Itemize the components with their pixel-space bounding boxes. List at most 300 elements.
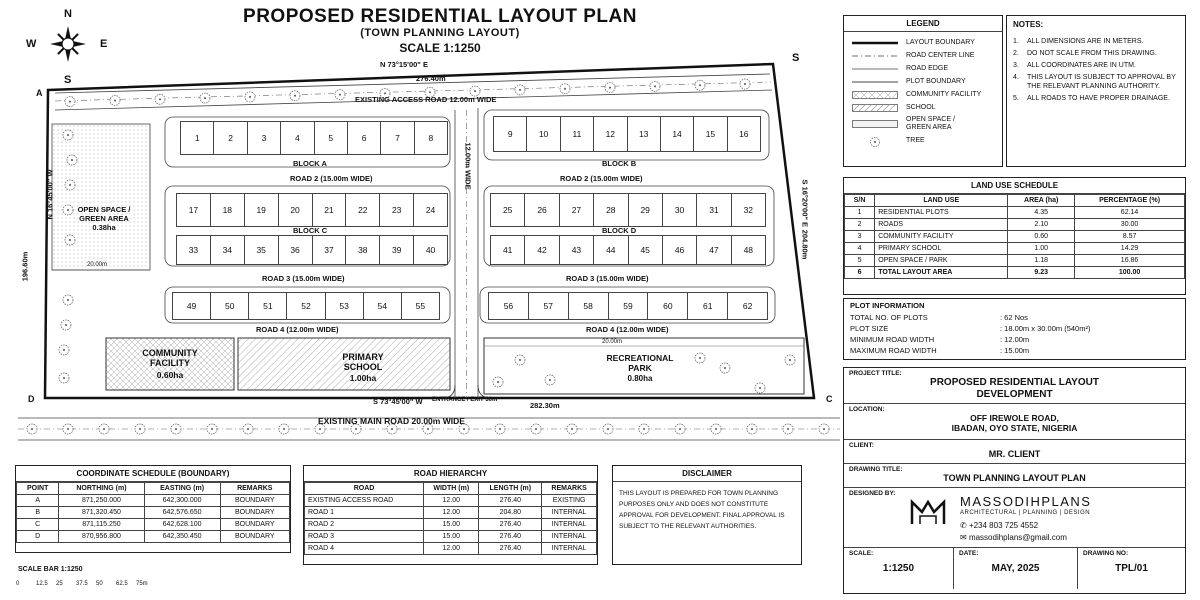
table-cell: 9.23 bbox=[1008, 267, 1075, 279]
table-cell: 642,350.450 bbox=[144, 531, 220, 543]
firm-phone-row bbox=[960, 521, 1038, 530]
note-text: ALL ROADS TO HAVE PROPER DRAINAGE. bbox=[1027, 95, 1170, 102]
tree-icon-center bbox=[69, 239, 71, 241]
location-label: LOCATION: bbox=[849, 406, 885, 413]
title-block bbox=[843, 367, 1186, 594]
tree-icon-center bbox=[139, 428, 141, 430]
tree-icon-center bbox=[499, 428, 501, 430]
legend-label: SCHOOL bbox=[906, 103, 936, 111]
open-space-label: OPEN SPACE / GREEN AREA bbox=[77, 205, 131, 223]
length-right: 204.80m bbox=[800, 229, 810, 260]
tree-icon-center bbox=[571, 428, 573, 430]
disclaimer-title: DISCLAIMER bbox=[613, 466, 801, 482]
plot-cell: 18 bbox=[211, 193, 245, 227]
disclaimer-text: THIS LAYOUT IS PREPARED FOR TOWN PLANNING PURPOSES ONLY AND DOES NOT CONSTITUTE APPROVAL FOR DEVELOPMENT. FINAL APPROVAL IS SUBJECT TO THE RELEVANT AUTHORITIES. bbox=[619, 490, 785, 530]
tree-icon-center bbox=[564, 88, 566, 90]
table-cell: BOUNDARY bbox=[220, 495, 289, 507]
compass-s: S bbox=[64, 74, 72, 86]
plot-information bbox=[843, 298, 1186, 360]
plot-cell: 17 bbox=[176, 193, 211, 227]
legend-label: COMMUNITY FACILITY bbox=[906, 90, 982, 98]
scale-tick-label: 37.5 bbox=[76, 581, 88, 587]
plot-cell: 32 bbox=[732, 193, 766, 227]
table-cell: INTERNAL bbox=[542, 507, 597, 519]
tree-icon-center bbox=[319, 428, 321, 430]
table-cell: 6 bbox=[845, 267, 875, 279]
table-row bbox=[305, 519, 597, 531]
road4-label-b: ROAD 4 (12.00m WIDE) bbox=[586, 325, 669, 334]
plot-cell: 34 bbox=[211, 235, 245, 265]
page-title: PROPOSED RESIDENTIAL LAYOUT PLAN bbox=[243, 6, 637, 27]
table-header: REMARKS bbox=[220, 483, 289, 495]
plot-symbol-icon bbox=[852, 78, 898, 86]
table-cell: EXISTING ACCESS ROAD bbox=[305, 495, 424, 507]
plot-cell: 5 bbox=[315, 121, 348, 155]
length-bottom: 282.30m bbox=[530, 401, 560, 410]
table-cell: A bbox=[17, 495, 59, 507]
legend-label: LAYOUT BOUNDARY bbox=[906, 38, 975, 46]
plot-cell: 36 bbox=[279, 235, 313, 265]
coordinate-table bbox=[16, 482, 290, 543]
plot-cell: 44 bbox=[594, 235, 628, 265]
bearing-bottom: S 73°45'00" W bbox=[373, 397, 423, 406]
community-label: COMMUNITY FACILITY bbox=[142, 348, 198, 368]
open-space-width: 20.00m bbox=[87, 262, 108, 268]
date-label: DATE: bbox=[959, 550, 979, 557]
coordinate-schedule-title: COORDINATE SCHEDULE (BOUNDARY) bbox=[16, 466, 290, 482]
plot-cell: 30 bbox=[663, 193, 697, 227]
plot-cell: 38 bbox=[346, 235, 380, 265]
plot-cell: 59 bbox=[609, 292, 649, 320]
legend bbox=[843, 15, 1003, 167]
plot-row-block-a bbox=[180, 121, 448, 155]
road3-label-b: ROAD 3 (15.00m WIDE) bbox=[566, 274, 649, 283]
scale-bar-ticks bbox=[14, 581, 174, 591]
table-row bbox=[845, 255, 1185, 267]
page-scale: SCALE 1:1250 bbox=[399, 41, 481, 55]
plot-cell: 48 bbox=[732, 235, 766, 265]
plot-cell: 31 bbox=[697, 193, 731, 227]
table-cell: 642,628.100 bbox=[144, 519, 220, 531]
plot-row-block-c-top bbox=[176, 193, 448, 227]
plot-cell: 13 bbox=[628, 116, 661, 152]
tree-icon-center bbox=[549, 379, 551, 381]
client-label: CLIENT: bbox=[849, 442, 874, 449]
table-header: LENGTH (m) bbox=[479, 483, 542, 495]
entrance-label: ENTRANCE / EXIT 30m bbox=[432, 397, 498, 403]
table-cell: 276.40 bbox=[479, 531, 542, 543]
firm-email: massodihplans@gmail.com bbox=[968, 533, 1067, 542]
plot-cell: 28 bbox=[594, 193, 628, 227]
legend-title: LEGEND bbox=[844, 16, 1002, 32]
drawing-title-label: DRAWING TITLE: bbox=[849, 466, 903, 473]
plot-cell: 35 bbox=[245, 235, 279, 265]
plot-row-block-b bbox=[493, 116, 761, 152]
date-value: MAY, 2025 bbox=[991, 563, 1040, 574]
firm-logo-icon bbox=[910, 498, 946, 526]
note-item bbox=[1013, 73, 1179, 91]
tree-icon-center bbox=[114, 99, 116, 101]
tree-icon-center bbox=[609, 87, 611, 89]
tree-icon-center bbox=[535, 428, 537, 430]
plot-info-value: : 62 Nos bbox=[1000, 313, 1028, 322]
tree-icon-center bbox=[463, 428, 465, 430]
plot-cell: 6 bbox=[348, 121, 381, 155]
tree-icon-center bbox=[65, 324, 67, 326]
plot-info-value: : 12.00m bbox=[1000, 335, 1030, 344]
drawing-no-label: DRAWING NO: bbox=[1083, 550, 1129, 557]
plot-cell: 40 bbox=[414, 235, 448, 265]
table-cell: D bbox=[17, 531, 59, 543]
plot-info-key: MINIMUM ROAD WIDTH bbox=[850, 335, 935, 344]
tree-icon-center bbox=[759, 387, 761, 389]
plot-cell: 21 bbox=[313, 193, 347, 227]
plot-cell: 23 bbox=[380, 193, 414, 227]
plot-cell: 22 bbox=[346, 193, 380, 227]
table-cell: OPEN SPACE / PARK bbox=[875, 255, 1008, 267]
legend-item bbox=[844, 49, 1002, 62]
plot-info-row bbox=[850, 313, 1179, 324]
plot-cell: 27 bbox=[560, 193, 594, 227]
plot-cell: 7 bbox=[381, 121, 414, 155]
table-row bbox=[17, 507, 290, 519]
tree-icon-center bbox=[103, 428, 105, 430]
plot-cell: 3 bbox=[248, 121, 281, 155]
table-cell: 14.29 bbox=[1075, 243, 1185, 255]
table-cell: 62.14 bbox=[1075, 207, 1185, 219]
phone-icon: ✆ bbox=[960, 521, 969, 530]
park-width: 20.00m bbox=[602, 339, 623, 345]
table-row bbox=[17, 519, 290, 531]
table-cell: 871,115.250 bbox=[59, 519, 144, 531]
note-number: 2. bbox=[1013, 50, 1019, 57]
table-cell: 2 bbox=[845, 219, 875, 231]
table-cell: 2.10 bbox=[1008, 219, 1075, 231]
table-row bbox=[17, 495, 290, 507]
plot-cell: 55 bbox=[402, 292, 440, 320]
tree-icon-center bbox=[69, 184, 71, 186]
tree-icon-center bbox=[519, 89, 521, 91]
length-top: 276.40m bbox=[416, 74, 446, 83]
tree-icon-center bbox=[823, 428, 825, 430]
plot-info-value: : 15.00m bbox=[1000, 346, 1030, 355]
tree-icon-center bbox=[715, 428, 717, 430]
table-cell: INTERNAL bbox=[542, 543, 597, 555]
table-cell: INTERNAL bbox=[542, 531, 597, 543]
note-number: 1. bbox=[1013, 38, 1019, 45]
tree-icon-center bbox=[724, 367, 726, 369]
plot-info-row bbox=[850, 335, 1179, 346]
table-cell: 12.00 bbox=[424, 507, 479, 519]
table-cell: B bbox=[17, 507, 59, 519]
length-left: 196.60m bbox=[20, 251, 30, 282]
table-cell: 5 bbox=[845, 255, 875, 267]
legend-item bbox=[844, 134, 1002, 147]
plot-cell: 47 bbox=[697, 235, 731, 265]
plot-cell: 2 bbox=[214, 121, 247, 155]
table-cell: 30.00 bbox=[1075, 219, 1185, 231]
coordinate-schedule bbox=[15, 465, 291, 553]
table-cell: TOTAL LAYOUT AREA bbox=[875, 267, 1008, 279]
open-space-area-label: 0.38ha bbox=[92, 223, 116, 232]
plot-cell: 49 bbox=[172, 292, 211, 320]
table-row bbox=[845, 243, 1185, 255]
tree-icon-center bbox=[211, 428, 213, 430]
plot-cell: 53 bbox=[326, 292, 364, 320]
drawing-title: TOWN PLANNING LAYOUT PLAN bbox=[943, 473, 1086, 483]
table-header: ROAD bbox=[305, 483, 424, 495]
table-cell: PRIMARY SCHOOL bbox=[875, 243, 1008, 255]
firm-name: MASSODIHPLANS bbox=[960, 494, 1092, 509]
table-cell: ROADS bbox=[875, 219, 1008, 231]
plot-info-list bbox=[850, 313, 1179, 357]
plot-cell: 52 bbox=[287, 292, 325, 320]
table-header: PERCENTAGE (%) bbox=[1075, 195, 1185, 207]
plot-cell: 9 bbox=[493, 116, 527, 152]
table-header: NORTHING (m) bbox=[59, 483, 144, 495]
scale-tick-label: 12.5 bbox=[36, 581, 48, 587]
table-cell: C bbox=[17, 519, 59, 531]
tree-icon-center bbox=[31, 428, 33, 430]
table-cell: 4.35 bbox=[1008, 207, 1075, 219]
plot-cell: 24 bbox=[414, 193, 448, 227]
table-cell: ROAD 4 bbox=[305, 543, 424, 555]
centerline-symbol-icon bbox=[852, 52, 898, 60]
plot-row-block-f bbox=[488, 292, 768, 320]
table-cell: COMMUNITY FACILITY bbox=[875, 231, 1008, 243]
plot-cell: 29 bbox=[629, 193, 663, 227]
boundary-symbol-icon bbox=[852, 39, 898, 47]
scale-tick-label: 62.5 bbox=[116, 581, 128, 587]
firm-tagline: ARCHITECTURAL | PLANNING | DESIGN bbox=[960, 510, 1091, 516]
road2-label-b: ROAD 2 (15.00m WIDE) bbox=[560, 174, 643, 183]
plot-cell: 56 bbox=[488, 292, 529, 320]
note-text: DO NOT SCALE FROM THIS DRAWING. bbox=[1027, 50, 1157, 57]
table-cell: ROAD 1 bbox=[305, 507, 424, 519]
tree-icon-center bbox=[607, 428, 609, 430]
bearing-top: N 73°15'00" E bbox=[380, 60, 428, 69]
block-c-label: BLOCK C bbox=[293, 226, 328, 235]
plot-cell: 11 bbox=[561, 116, 594, 152]
table-cell: 4 bbox=[845, 243, 875, 255]
land-use-schedule bbox=[843, 177, 1186, 295]
table-cell: 1.18 bbox=[1008, 255, 1075, 267]
table-cell: INTERNAL bbox=[542, 519, 597, 531]
compass-n: N bbox=[64, 8, 72, 20]
scale-label: SCALE: bbox=[849, 550, 874, 557]
note-text: ALL COORDINATES ARE IN UTM. bbox=[1027, 62, 1136, 69]
park-area: 0.80ha bbox=[627, 374, 653, 383]
tree-icon-center bbox=[71, 159, 73, 161]
plot-cell: 50 bbox=[211, 292, 249, 320]
edge-symbol-icon bbox=[852, 65, 898, 73]
plot-cell: 26 bbox=[525, 193, 559, 227]
table-cell: RESIDENTIAL PLOTS bbox=[875, 207, 1008, 219]
plot-cell: 37 bbox=[313, 235, 347, 265]
note-text: THIS LAYOUT IS SUBJECT TO APPROVAL BY THE RELEVANT PLANNING AUTHORITY. bbox=[1027, 74, 1176, 90]
corner-d: D bbox=[28, 394, 35, 404]
table-row bbox=[17, 531, 290, 543]
table-cell: 204.80 bbox=[479, 507, 542, 519]
plot-info-key: MAXIMUM ROAD WIDTH bbox=[850, 346, 937, 355]
community-symbol-icon bbox=[852, 91, 898, 99]
legend-item bbox=[844, 62, 1002, 75]
tree-symbol-icon bbox=[852, 137, 898, 145]
scale-tick-label: 25 bbox=[56, 581, 63, 587]
block-a-label: BLOCK A bbox=[293, 159, 327, 168]
plot-cell: 57 bbox=[529, 292, 569, 320]
legend-label: PLOT BOUNDARY bbox=[906, 77, 966, 85]
table-cell: 871,250.000 bbox=[59, 495, 144, 507]
central-road-label: 12.00m WIDE bbox=[463, 142, 473, 190]
table-cell: 15.00 bbox=[424, 519, 479, 531]
tree-icon-center bbox=[679, 428, 681, 430]
table-cell: 642,576.650 bbox=[144, 507, 220, 519]
plot-cell: 4 bbox=[281, 121, 314, 155]
plot-cell: 1 bbox=[180, 121, 214, 155]
tree-icon-center bbox=[63, 377, 65, 379]
table-cell: BOUNDARY bbox=[220, 531, 289, 543]
plot-cell: 45 bbox=[629, 235, 663, 265]
table-cell: 276.40 bbox=[479, 519, 542, 531]
scale-value: 1:1250 bbox=[882, 563, 915, 574]
legend-item bbox=[844, 88, 1002, 101]
tree-icon-center bbox=[67, 134, 69, 136]
plot-cell: 54 bbox=[364, 292, 402, 320]
tree-icon-center bbox=[789, 359, 791, 361]
plot-cell: 10 bbox=[527, 116, 560, 152]
plot-cell: 12 bbox=[594, 116, 627, 152]
land-use-table bbox=[844, 194, 1185, 279]
note-text: ALL DIMENSIONS ARE IN METERS. bbox=[1027, 38, 1144, 45]
legend-item bbox=[844, 114, 1002, 134]
table-cell: BOUNDARY bbox=[220, 507, 289, 519]
tree-icon-center bbox=[787, 428, 789, 430]
access-road-label: EXISTING ACCESS ROAD 12.00m WIDE bbox=[355, 95, 497, 104]
road3-label-a: ROAD 3 (15.00m WIDE) bbox=[262, 274, 345, 283]
block-d-label: BLOCK D bbox=[602, 226, 637, 235]
note-number: 5. bbox=[1013, 95, 1019, 102]
table-total-row bbox=[845, 267, 1185, 279]
legend-list bbox=[844, 32, 1002, 147]
disclaimer bbox=[612, 465, 802, 565]
table-cell: ROAD 2 bbox=[305, 519, 424, 531]
plot-cell: 33 bbox=[176, 235, 211, 265]
tree-icon-center bbox=[63, 349, 65, 351]
road-hierarchy bbox=[303, 465, 598, 565]
project-title: PROPOSED RESIDENTIAL LAYOUT DEVELOPMENT bbox=[930, 377, 1099, 400]
main-road-label: EXISTING MAIN ROAD 20.00m WIDE bbox=[318, 416, 465, 426]
table-cell: EXISTING bbox=[542, 495, 597, 507]
table-cell: 871,320.450 bbox=[59, 507, 144, 519]
note-number: 4. bbox=[1013, 74, 1019, 81]
table-cell: 276.40 bbox=[479, 495, 542, 507]
table-cell: 16.86 bbox=[1075, 255, 1185, 267]
school-area: 1.00ha bbox=[349, 373, 377, 383]
table-header: S/N bbox=[845, 195, 875, 207]
designed-by-label: DESIGNED BY: bbox=[849, 490, 896, 497]
plot-cell: 60 bbox=[648, 292, 688, 320]
plot-cell: 19 bbox=[245, 193, 279, 227]
table-header: WIDTH (m) bbox=[424, 483, 479, 495]
block-b-label: BLOCK B bbox=[602, 159, 637, 168]
note-item bbox=[1013, 49, 1179, 58]
tree-icon-center bbox=[427, 428, 429, 430]
tree-icon-center bbox=[643, 428, 645, 430]
plot-cell: 46 bbox=[663, 235, 697, 265]
tree-icon-center bbox=[497, 381, 499, 383]
table-header: REMARKS bbox=[542, 483, 597, 495]
table-cell: 1 bbox=[845, 207, 875, 219]
plot-cell: 20 bbox=[279, 193, 313, 227]
table-cell: 12.00 bbox=[424, 495, 479, 507]
note-item bbox=[1013, 37, 1179, 46]
table-row bbox=[305, 531, 597, 543]
plot-info-row bbox=[850, 346, 1179, 357]
firm-phone: +234 803 725 4552 bbox=[968, 521, 1039, 530]
legend-label: OPEN SPACE / GREEN AREA bbox=[906, 116, 955, 131]
page-subtitle: (TOWN PLANNING LAYOUT) bbox=[360, 27, 520, 39]
plot-info-key: PLOT SIZE bbox=[850, 324, 889, 333]
plot-cell: 8 bbox=[415, 121, 448, 155]
table-cell: 12.00 bbox=[424, 543, 479, 555]
land-use-title: LAND USE SCHEDULE bbox=[844, 178, 1185, 194]
tree-icon-center bbox=[429, 91, 431, 93]
plot-cell: 16 bbox=[728, 116, 761, 152]
table-row bbox=[845, 207, 1185, 219]
table-row bbox=[305, 495, 597, 507]
scale-tick-label: 0 bbox=[16, 581, 20, 587]
tree-icon-center bbox=[474, 90, 476, 92]
note-number: 3. bbox=[1013, 62, 1019, 69]
table-header: EASTING (m) bbox=[144, 483, 220, 495]
note-item bbox=[1013, 94, 1179, 103]
boundary-label-s: S bbox=[792, 52, 800, 64]
plot-cell: 15 bbox=[694, 116, 727, 152]
table-cell: BOUNDARY bbox=[220, 519, 289, 531]
table-cell: 0.60 bbox=[1008, 231, 1075, 243]
legend-item bbox=[844, 36, 1002, 49]
plot-cell: 51 bbox=[249, 292, 287, 320]
legend-item bbox=[844, 75, 1002, 88]
plot-info-title: PLOT INFORMATION bbox=[850, 301, 925, 310]
table-cell: 3 bbox=[845, 231, 875, 243]
tree-icon-center bbox=[67, 299, 69, 301]
plot-cell: 39 bbox=[380, 235, 414, 265]
plot-cell: 14 bbox=[661, 116, 694, 152]
table-cell: 642,300.000 bbox=[144, 495, 220, 507]
location: OFF IREWOLE ROAD, IBADAN, OYO STATE, NIGERIA bbox=[951, 413, 1078, 433]
open-symbol-icon bbox=[852, 120, 898, 128]
compass-e: E bbox=[100, 38, 108, 50]
email-icon: ✉ bbox=[960, 533, 969, 542]
school-symbol-icon bbox=[852, 104, 898, 112]
road-hierarchy-title: ROAD HIERARCHY bbox=[304, 466, 597, 482]
tree-icon-center bbox=[654, 85, 656, 87]
tree-icon-center bbox=[67, 428, 69, 430]
plot-cell: 61 bbox=[688, 292, 728, 320]
bearing-right: S 16°20'00" E bbox=[800, 179, 810, 228]
community-area: 0.60ha bbox=[156, 370, 184, 380]
plot-info-key: TOTAL NO. OF PLOTS bbox=[850, 313, 928, 322]
legend-label: ROAD CENTER LINE bbox=[906, 51, 975, 59]
plot-info-row bbox=[850, 324, 1179, 335]
park-label: RECREATIONAL PARK bbox=[606, 353, 674, 373]
table-cell: 8.57 bbox=[1075, 231, 1185, 243]
legend-label: ROAD EDGE bbox=[906, 64, 949, 72]
plot-row-block-e bbox=[172, 292, 440, 320]
table-header: LAND USE bbox=[875, 195, 1008, 207]
